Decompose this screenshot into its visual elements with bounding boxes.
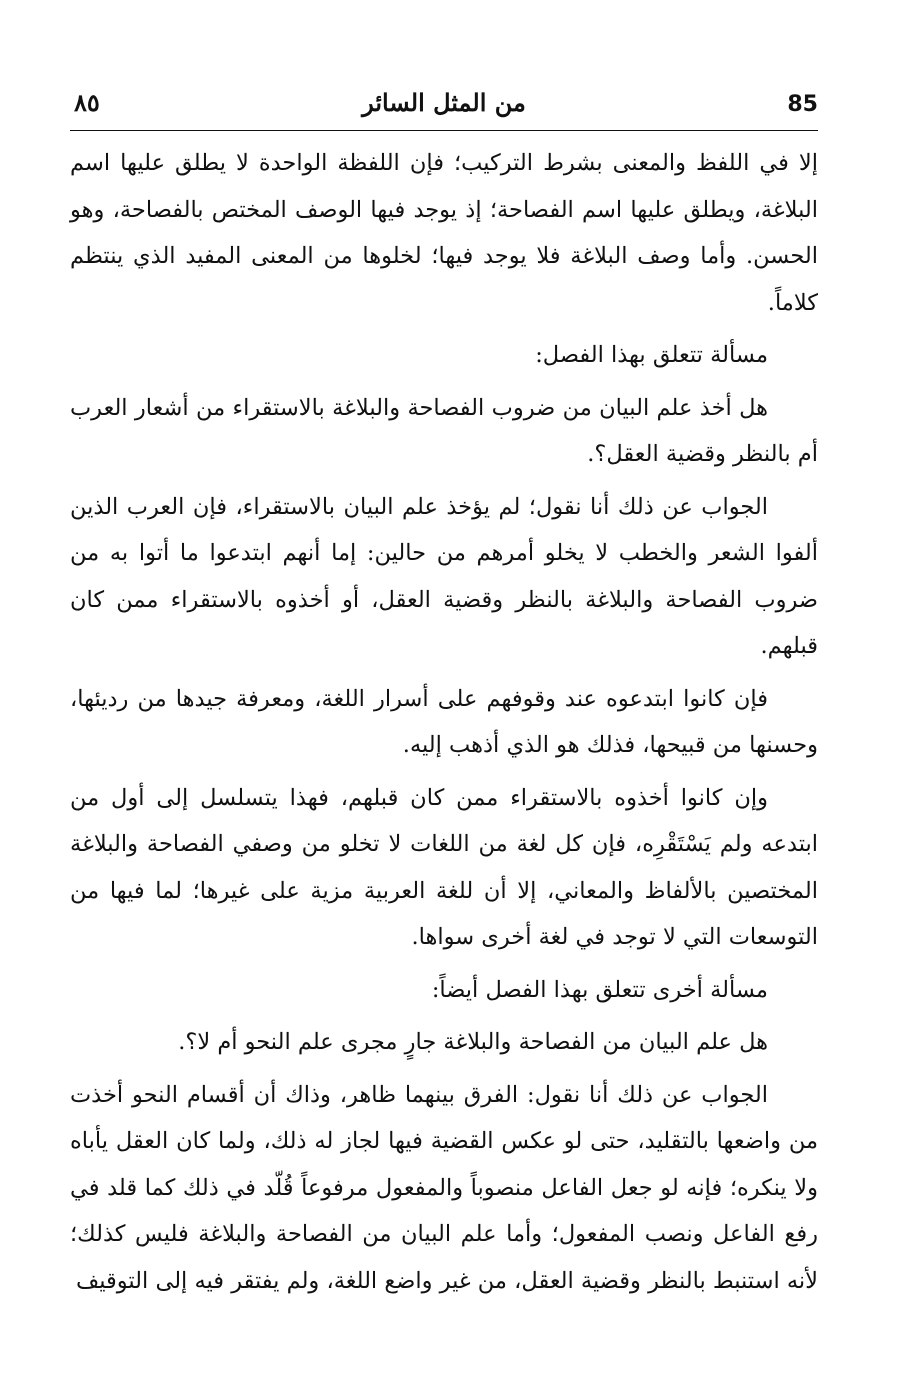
body-text — [70, 140, 818, 1304]
answer-paragraph: الجواب عن ذلك أنا نقول: الفرق بينهما ظاهر، وذاك أن أقسام النحو أخذت من واضعها بالتقليد، حتى لو عكس القضية فيها لجاز له ذلك، ولما كان العقل يأباه ولا ينكره؛ فإنه لو جعل الفاعل منصوباً والمفعول مرفوعاً قُلّد في ذلك كما قلد في رفع الفاعل ونصب المفعول؛ وأما علم البيان من الفصاحة والبلاغة فليس كذلك؛ لأنه استنبط بالنظر وقضية العقل، من غير واضع اللغة، ولم يفتقر فيه إلى التوقيف — [70, 1081, 818, 1294]
paragraph: إلا في اللفظ والمعنى بشرط التركيب؛ فإن اللفظة الواحدة لا يطلق عليها اسم البلاغة، ويطلق عليها اسم الفصاحة؛ إذ يوجد فيها الوصف المختص بالفصاحة، وهو الحسن. وأما وصف البلاغة فلا يوجد فيها؛ لخلوها من المعنى المفيد الذي ينتظم كلاماً. — [70, 150, 818, 316]
running-title: من المثل السائر — [362, 88, 526, 117]
section-heading: مسألة أخرى تتعلق بهذا الفصل أيضاً: — [431, 976, 768, 1003]
page-header — [70, 86, 818, 131]
answer-paragraph: الجواب عن ذلك أنا نقول؛ لم يؤخذ علم البيان بالاستقراء، فإن العرب الذين ألفوا الشعر والخطب لا يخلو أمرهم من حالين: إما أنهم ابتدعوا ما أتوا به من ضروب الفصاحة والبلاغة بالنظر وقضية العقل، أو أخذوه بالاستقراء ممن كان قبلهم. — [70, 493, 818, 659]
page-number-latin: 85 — [787, 92, 818, 117]
paragraph: وإن كانوا أخذوه بالاستقراء ممن كان قبلهم، فهذا يتسلسل إلى أول من ابتدعه ولم يَسْتَقْرِه، فإن كل لغة من اللغات لا تخلو من وصفي الفصاحة والبلاغة المختصين بالألفاظ والمعاني، إلا أن للغة العربية مزية على غيرها؛ لما فيها من التوسعات التي لا توجد في لغة أخرى سواها. — [70, 784, 818, 950]
page-number-arabic: ٨٥ — [74, 88, 100, 117]
section-heading: مسألة تتعلق بهذا الفصل: — [535, 342, 768, 368]
question-paragraph: هل علم البيان من الفصاحة والبلاغة جارٍ مجرى علم النحو أم لا؟. — [178, 1029, 768, 1055]
paragraph: فإن كانوا ابتدعوه عند وقوفهم على أسرار اللغة، ومعرفة جيدها من رديئها، وحسنها من قبيحها، فذلك هو الذي أذهب إليه. — [70, 685, 818, 758]
question-paragraph: هل أخذ علم البيان من ضروب الفصاحة والبلاغة بالاستقراء من أشعار العرب أم بالنظر وقضية العقل؟. — [70, 394, 818, 467]
